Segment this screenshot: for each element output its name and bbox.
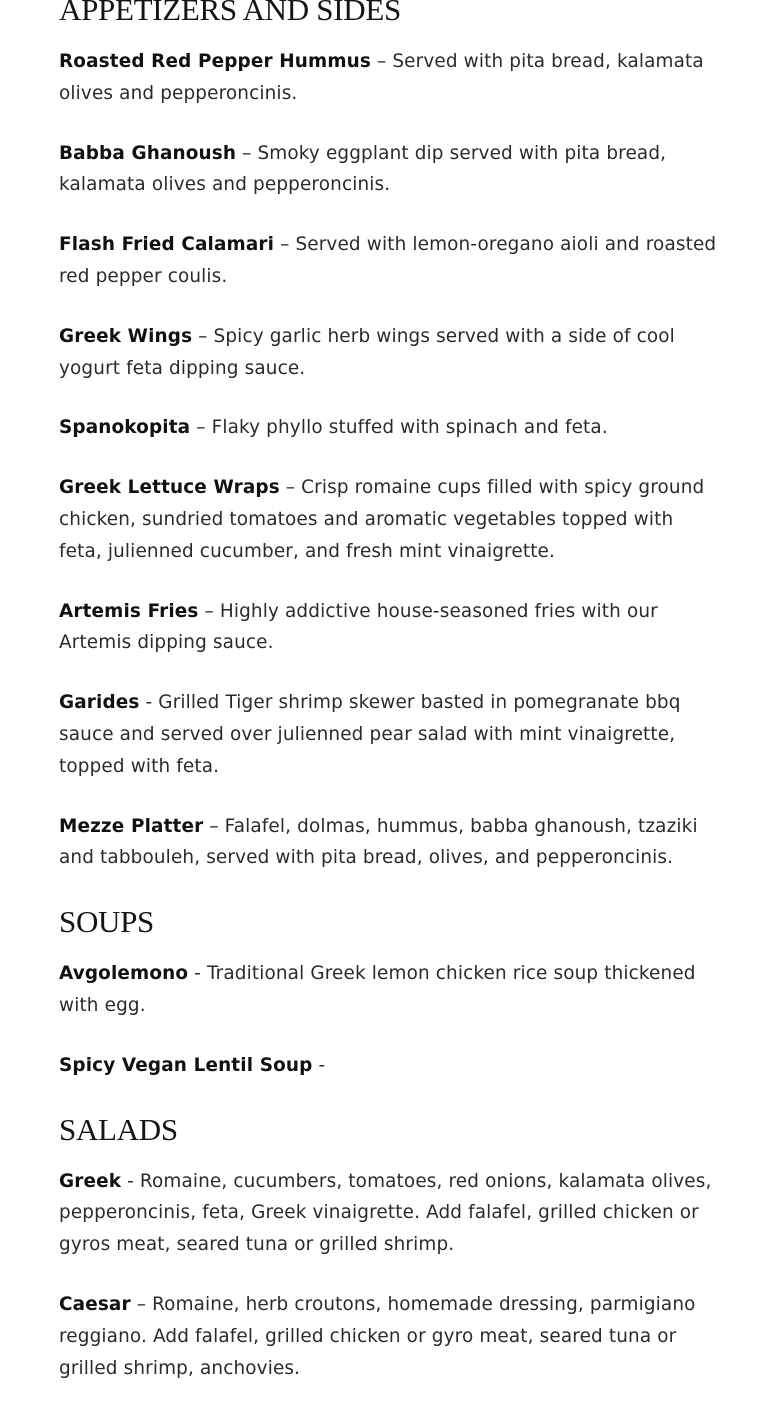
section-title: SALADS: [59, 1111, 178, 1147]
item-name: Spicy Vegan Lentil Soup: [59, 1054, 313, 1076]
menu-item: [59, 1166, 719, 1261]
item-name: Flash Fried Calamari: [59, 234, 275, 256]
item-separator: -: [121, 1170, 140, 1192]
item-separator: –: [279, 477, 302, 499]
menu-item: [59, 596, 719, 660]
item-description: Falafel, dolmas, hummus, babba ghanoush, tzaziki and tabbouleh, served with pita bread, olives, and pepperoncinis.: [59, 815, 698, 869]
item-name: Avgolemono: [59, 963, 189, 985]
menu-item: [59, 687, 719, 782]
item-separator: –: [190, 417, 212, 439]
item-name: Greek Wings: [59, 325, 193, 347]
item-description: Romaine, herb croutons, homemade dressing, parmigiano reggiano. Add falafel, grilled chicken or gyro meat, seared tuna or grilled shrimp, anchovies.: [59, 1293, 696, 1379]
item-description: Grilled Tiger shrimp skewer basted in pomegranate bbq sauce and served over julienned pear salad with mint vinaigrette, topped with feta.: [59, 692, 681, 777]
item-description: Crisp romaine cups filled with spicy ground chicken, sundried tomatoes and aromatic vegetables topped with feta, julienned cucumber, and fresh mint vinaigrette.: [59, 477, 705, 562]
item-name: Mezze Platter: [59, 815, 204, 837]
item-name: Roasted Red Pepper Hummus: [59, 51, 372, 72]
item-separator: –: [236, 142, 258, 164]
item-separator: –: [192, 325, 214, 347]
item-separator: –: [198, 600, 220, 622]
item-separator: –: [274, 234, 296, 256]
item-description: Spicy garlic herb wings served with a side of cool yogurt feta dipping sauce.: [59, 325, 675, 379]
item-description: Highly addictive house-seasoned fries with our Artemis dipping sauce.: [59, 600, 658, 654]
menu-item: [59, 321, 719, 385]
section-appetizers: [59, 0, 719, 874]
item-separator: -: [188, 963, 207, 985]
menu-item: [59, 138, 719, 202]
menu-item: [59, 1050, 719, 1082]
item-description: Flaky phyllo stuffed with spinach and feta.: [211, 417, 608, 439]
item-separator: –: [371, 51, 393, 72]
menu-item: [59, 412, 719, 444]
item-name: Spanokopita: [59, 417, 191, 439]
menu-item: [59, 229, 719, 293]
item-description: Smoky eggplant dip served with pita bread, kalamata olives and pepperoncinis.: [59, 142, 667, 196]
section-title: APPETIZERS AND SIDES: [59, 0, 401, 27]
menu-item: [59, 472, 719, 567]
item-description: Traditional Greek lemon chicken rice soup thickened with egg.: [59, 963, 696, 1016]
item-description: Romaine, cucumbers, tomatoes, red onions, kalamata olives, pepperoncinis, feta, Greek vinaigrette. Add falafel, grilled chicken or gyros meat, seared tuna or grilled shrimp.: [59, 1170, 712, 1256]
item-name: Caesar: [59, 1293, 131, 1315]
item-name: Greek: [59, 1170, 122, 1192]
item-name: Artemis Fries: [59, 600, 199, 622]
section-salads: [59, 1110, 719, 1385]
item-name: Greek Lettuce Wraps: [59, 477, 280, 499]
menu-item: [59, 1289, 719, 1384]
menu-item: [59, 958, 719, 1022]
section-soups: [59, 902, 719, 1081]
item-name: Garides: [59, 692, 140, 714]
menu-page: [59, 0, 719, 1412]
item-separator: -: [312, 1054, 326, 1076]
item-separator: –: [203, 815, 225, 837]
section-title: SOUPS: [59, 904, 154, 940]
item-separator: –: [130, 1293, 153, 1315]
item-separator: -: [139, 692, 159, 714]
menu-item: [59, 46, 719, 110]
item-name: Babba Ghanoush: [59, 142, 237, 164]
item-description: Served with lemon-oregano aioli and roasted red pepper coulis.: [59, 234, 717, 287]
item-description: Served with pita bread, kalamata olives and pepperoncinis.: [59, 51, 704, 104]
menu-item: [59, 811, 719, 875]
